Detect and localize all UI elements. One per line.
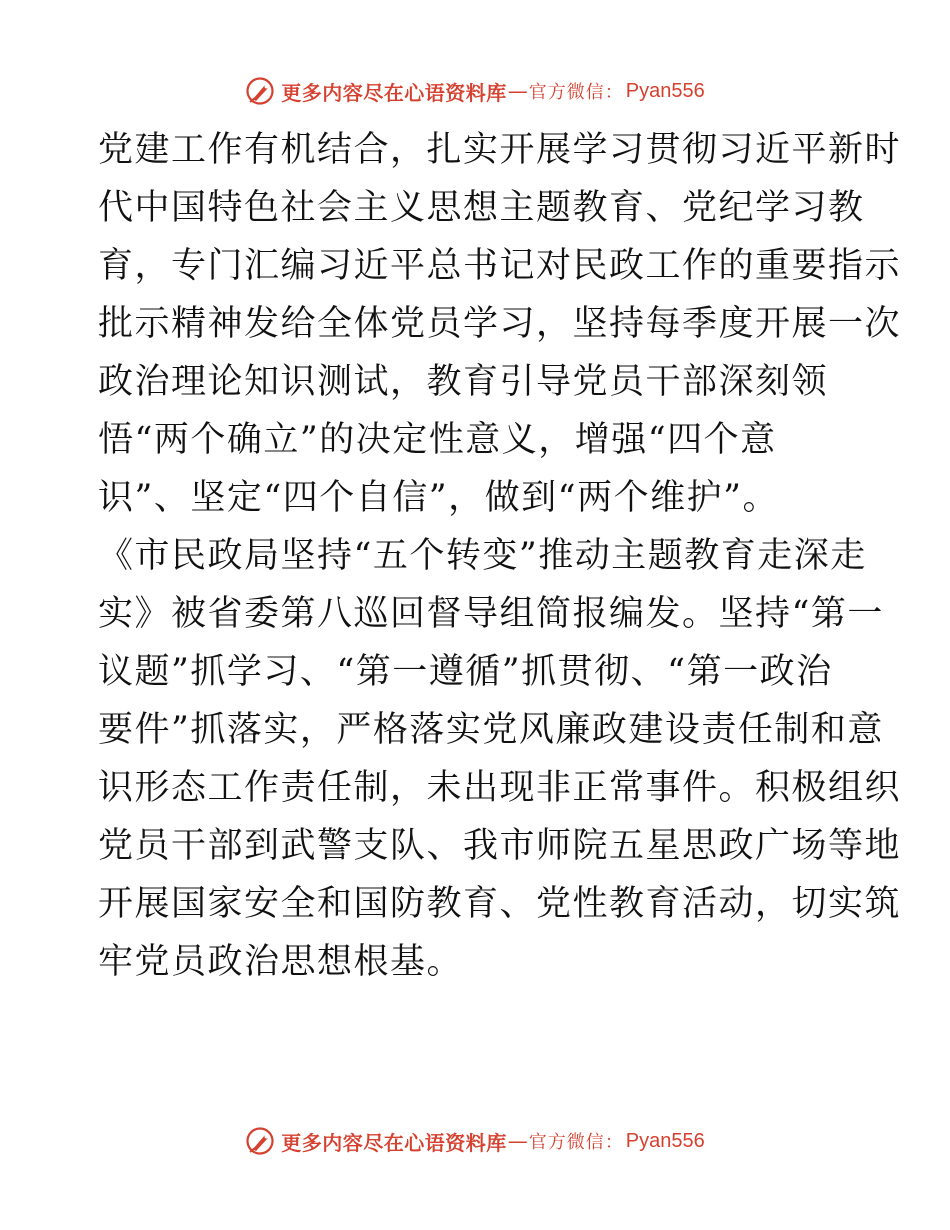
pen-nib-circle-icon: [245, 1126, 275, 1156]
body-line: 议题”抓学习、“第一遵循”抓贯彻、“第一政治: [98, 652, 833, 692]
body-line: 识”、坚定“四个自信”，做到“两个维护”。: [98, 478, 779, 518]
watermark-wechat-label: 官方微信：: [528, 82, 624, 103]
watermark-wechat-id: Pyan556: [625, 79, 705, 102]
watermark-dash: —: [507, 1129, 528, 1153]
body-line: 政治理论知识测试，教育引导党员干部深刻领: [98, 362, 829, 402]
body-line: 牢党员政治思想根基。: [98, 942, 464, 982]
header-watermark-banner: [0, 71, 950, 111]
watermark-title: 更多内容尽在心语资料库: [281, 1130, 507, 1155]
watermark-wechat-label: 官方微信：: [528, 1132, 624, 1153]
watermark-title: 更多内容尽在心语资料库: [281, 80, 507, 105]
document-body: [98, 121, 902, 991]
watermark-wechat-id: Pyan556: [625, 1129, 705, 1152]
body-line: 要件”抓落实，严格落实党风廉政建设责任制和意: [98, 710, 884, 750]
body-line: 批示精神发给全体党员学习，坚持每季度开展一次: [98, 304, 902, 344]
footer-watermark-banner: [0, 1121, 950, 1161]
body-line: 党员干部到武警支队、我市师院五星思政广场等地: [98, 826, 902, 866]
body-line: 代中国特色社会主义思想主题教育、党纪学习教: [98, 188, 865, 228]
body-line: 育，专门汇编习近平总书记对民政工作的重要指示: [98, 246, 902, 286]
body-line: 党建工作有机结合，扎实开展学习贯彻习近平新时: [98, 130, 902, 170]
body-line: 识形态工作责任制，未出现非正常事件。积极组织: [98, 768, 902, 808]
watermark-dash: —: [507, 79, 528, 103]
body-line: 开展国家安全和国防教育、党性教育活动，切实筑: [98, 884, 902, 924]
body-line: 实》被省委第八巡回督导组简报编发。坚持“第一: [98, 594, 884, 634]
pen-nib-circle-icon: [245, 76, 275, 106]
body-line: 《市民政局坚持“五个转变”推动主题教育走深走: [98, 536, 867, 576]
body-line: 悟“两个确立”的决定性意义，增强“四个意: [98, 420, 777, 460]
